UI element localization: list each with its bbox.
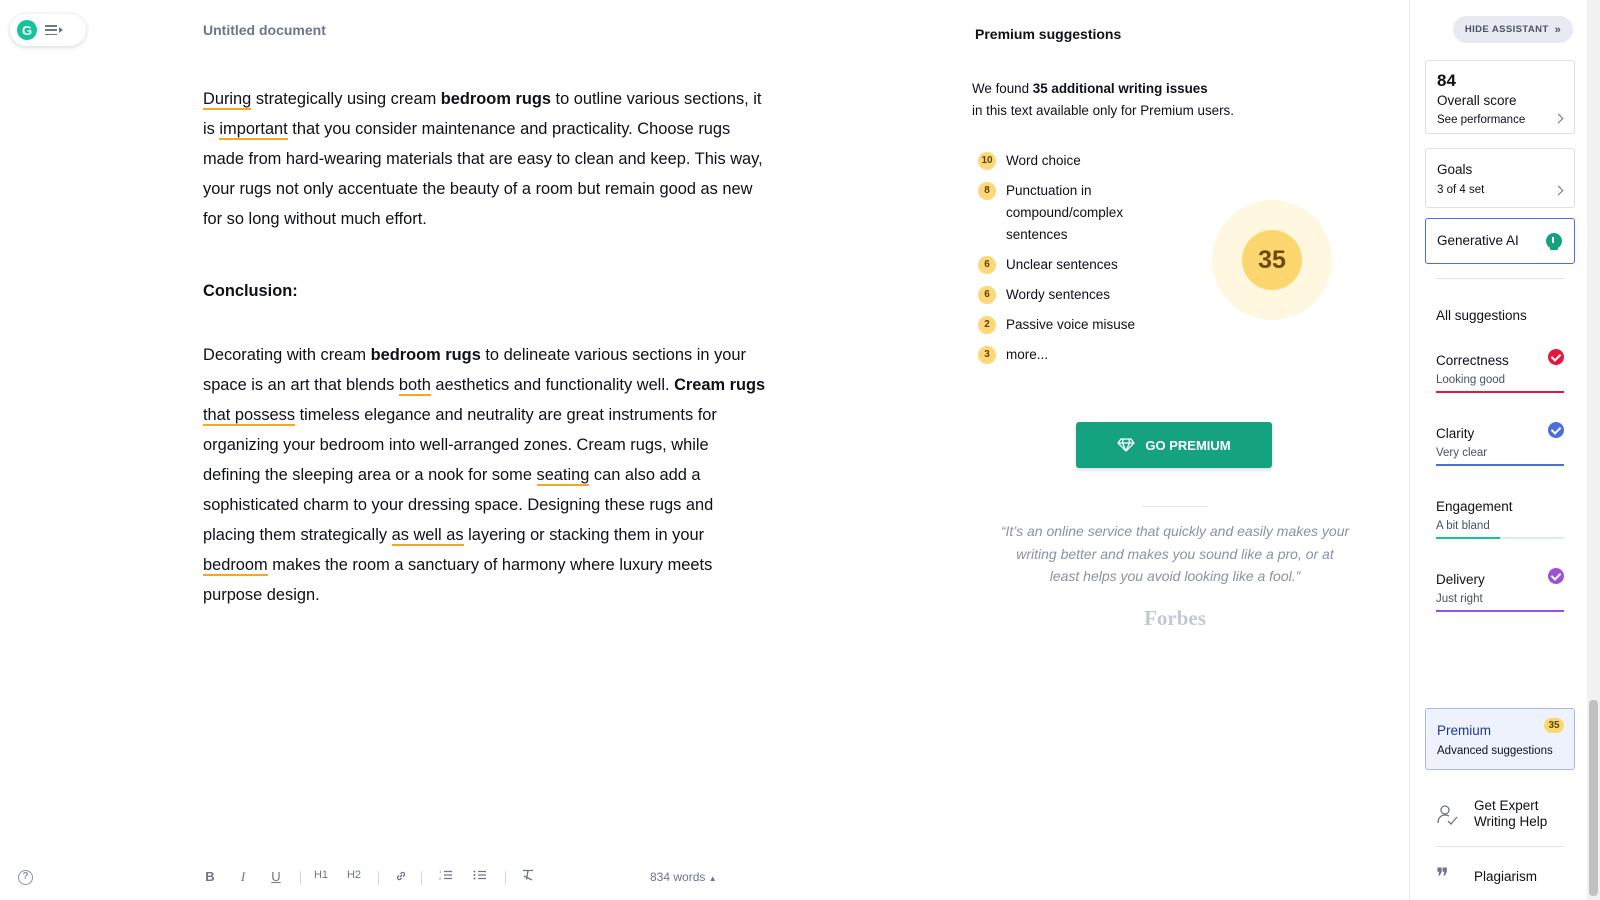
hide-assistant-button[interactable]: HIDE ASSISTANT » <box>1453 16 1573 43</box>
premium-panel <box>960 0 1370 900</box>
bullet-list-icon[interactable] <box>470 869 490 884</box>
bold-button[interactable]: B <box>205 869 215 884</box>
issue-count-badge: 8 <box>978 182 996 200</box>
generative-ai-label: Generative AI <box>1437 233 1519 248</box>
all-suggestions-link[interactable]: All suggestions <box>1436 308 1527 323</box>
link-icon[interactable] <box>391 869 411 886</box>
premium-card[interactable] <box>1425 708 1575 770</box>
paragraph[interactable]: Decorating with cream bedroom rugs to delineate various sections in your space is an art that blends both aesthetics and functionality well. Cream rugs that possess timeless elegance and neutrality are great instruments for organizing your bedroom into well-arranged zones. Cream rugs, while defining the sleeping area or a nook for some seating can also add a sophisticated charm to your dressing space. Designing these rugs and placing them strategically as well as layering or stacking them in your bedroom makes the room a sanctuary of harmony where luxury meets purpose design. <box>203 346 766 604</box>
see-performance-link[interactable]: See performance <box>1437 114 1526 126</box>
total-issues-badge: 35 <box>1242 230 1302 290</box>
svg-text:2: 2 <box>439 876 442 881</box>
check-icon <box>1548 568 1564 584</box>
suggestion-underline[interactable]: During <box>203 90 252 108</box>
category-correctness[interactable]: Correctness Looking good <box>1436 353 1564 393</box>
overall-score-card[interactable] <box>1425 60 1575 134</box>
overall-score-label: Overall score <box>1437 93 1517 108</box>
issue-count-badge: 3 <box>978 346 996 364</box>
category-delivery[interactable]: Delivery Just right <box>1436 572 1564 612</box>
category-engagement[interactable]: Engagement A bit bland <box>1436 499 1564 539</box>
heading2-button[interactable]: H2 <box>346 869 362 881</box>
scrollbar[interactable] <box>1587 0 1600 900</box>
expert-person-icon <box>1436 804 1458 826</box>
issue-list <box>978 150 1178 374</box>
issue-item: 3 more... <box>978 344 1178 366</box>
expert-help-button[interactable]: Get Expert Writing Help <box>1436 798 1576 838</box>
issue-count-badge: 6 <box>978 286 996 304</box>
check-icon <box>1548 422 1564 438</box>
goals-card[interactable] <box>1425 148 1575 208</box>
heading: Conclusion: <box>203 282 298 300</box>
suggestion-underline[interactable]: bedroom <box>203 556 268 574</box>
issue-item: 6 Wordy sentences <box>978 284 1178 306</box>
forbes-logo: Forbes <box>1144 606 1206 630</box>
issue-count-badge: 6 <box>978 256 996 274</box>
premium-sub-label: Advanced suggestions <box>1437 745 1553 757</box>
editor[interactable] <box>203 84 768 610</box>
category-bar <box>1436 464 1564 466</box>
chevron-right-icon <box>1554 186 1564 196</box>
suggestion-underline[interactable]: that possess <box>203 406 296 424</box>
word-count[interactable]: 834 words ▲ <box>650 870 717 884</box>
issue-count-badge: 10 <box>978 152 996 170</box>
go-premium-button[interactable]: GO PREMIUM <box>1076 422 1272 468</box>
category-bar <box>1436 610 1564 612</box>
goals-label: Goals <box>1437 162 1473 177</box>
goals-status: 3 of 4 set <box>1437 184 1485 196</box>
issue-item: 10 Word choice <box>978 150 1178 172</box>
category-bar <box>1436 391 1564 393</box>
chevron-right-icon <box>1554 114 1564 124</box>
premium-label: Premium <box>1437 723 1492 738</box>
issue-item: 2 Passive voice misuse <box>978 314 1178 336</box>
premium-panel-title: Premium suggestions <box>975 26 1122 42</box>
menu-icon <box>45 25 63 35</box>
issue-item: 6 Unclear sentences <box>978 254 1178 276</box>
underline-button[interactable]: U <box>271 869 281 884</box>
assistant-sidebar <box>1409 0 1583 900</box>
heading1-button[interactable]: H1 <box>313 869 329 881</box>
scrollbar-thumb[interactable] <box>1589 700 1598 896</box>
help-icon[interactable]: ? <box>18 870 33 885</box>
category-bar <box>1436 537 1500 539</box>
suggestion-underline[interactable]: seating <box>536 466 590 484</box>
suggestion-underline[interactable]: as well as <box>391 526 464 544</box>
caret-up-icon: ▲ <box>708 874 717 883</box>
quote-marks-icon: ❞ <box>1436 863 1449 891</box>
diamond-icon <box>1117 438 1135 452</box>
premium-count-badge: 35 <box>1544 718 1564 733</box>
italic-button[interactable]: I <box>240 869 246 884</box>
overall-score-value: 84 <box>1437 71 1456 90</box>
issue-item: 8 Punctuation in compound/complex sentences <box>978 180 1148 246</box>
grammarly-logo-icon: G <box>17 20 37 40</box>
category-clarity[interactable]: Clarity Very clear <box>1436 426 1564 466</box>
svg-text:1: 1 <box>439 869 442 874</box>
issue-count-badge: 2 <box>978 316 996 334</box>
suggestion-underline[interactable]: both <box>398 376 431 394</box>
formatting-toolbar <box>0 862 760 892</box>
paragraph[interactable]: During strategically using cream bedroom rugs to outline various sections, it is important that you consider maintenance and practicality. Choose rugs made from hard-wearing materials that are easy to clean and keep. This way, your rugs not only accentuate the beauty of a room but remain good as new for so long without much effort. <box>203 90 763 228</box>
suggestion-underline[interactable]: important <box>219 120 288 138</box>
generative-ai-card[interactable] <box>1425 218 1575 264</box>
document-title[interactable]: Untitled document <box>203 22 326 38</box>
premium-intro: We found 35 additional writing issues in this text available only for Premium users. <box>972 81 1234 118</box>
numbered-list-icon[interactable] <box>436 869 456 884</box>
lightbulb-icon <box>1546 233 1562 249</box>
clear-formatting-icon[interactable] <box>518 869 538 884</box>
testimonial-quote: “It’s an online service that quickly and easily makes your writing better and makes you sound like a pro, or at least helps you avoid looking like a fool.” <box>1000 523 1350 584</box>
plagiarism-button[interactable]: ❞ Plagiarism <box>1436 863 1538 891</box>
check-icon <box>1548 349 1564 365</box>
grammarly-menu-button[interactable] <box>10 14 86 46</box>
double-chevron-right-icon: » <box>1554 23 1562 36</box>
